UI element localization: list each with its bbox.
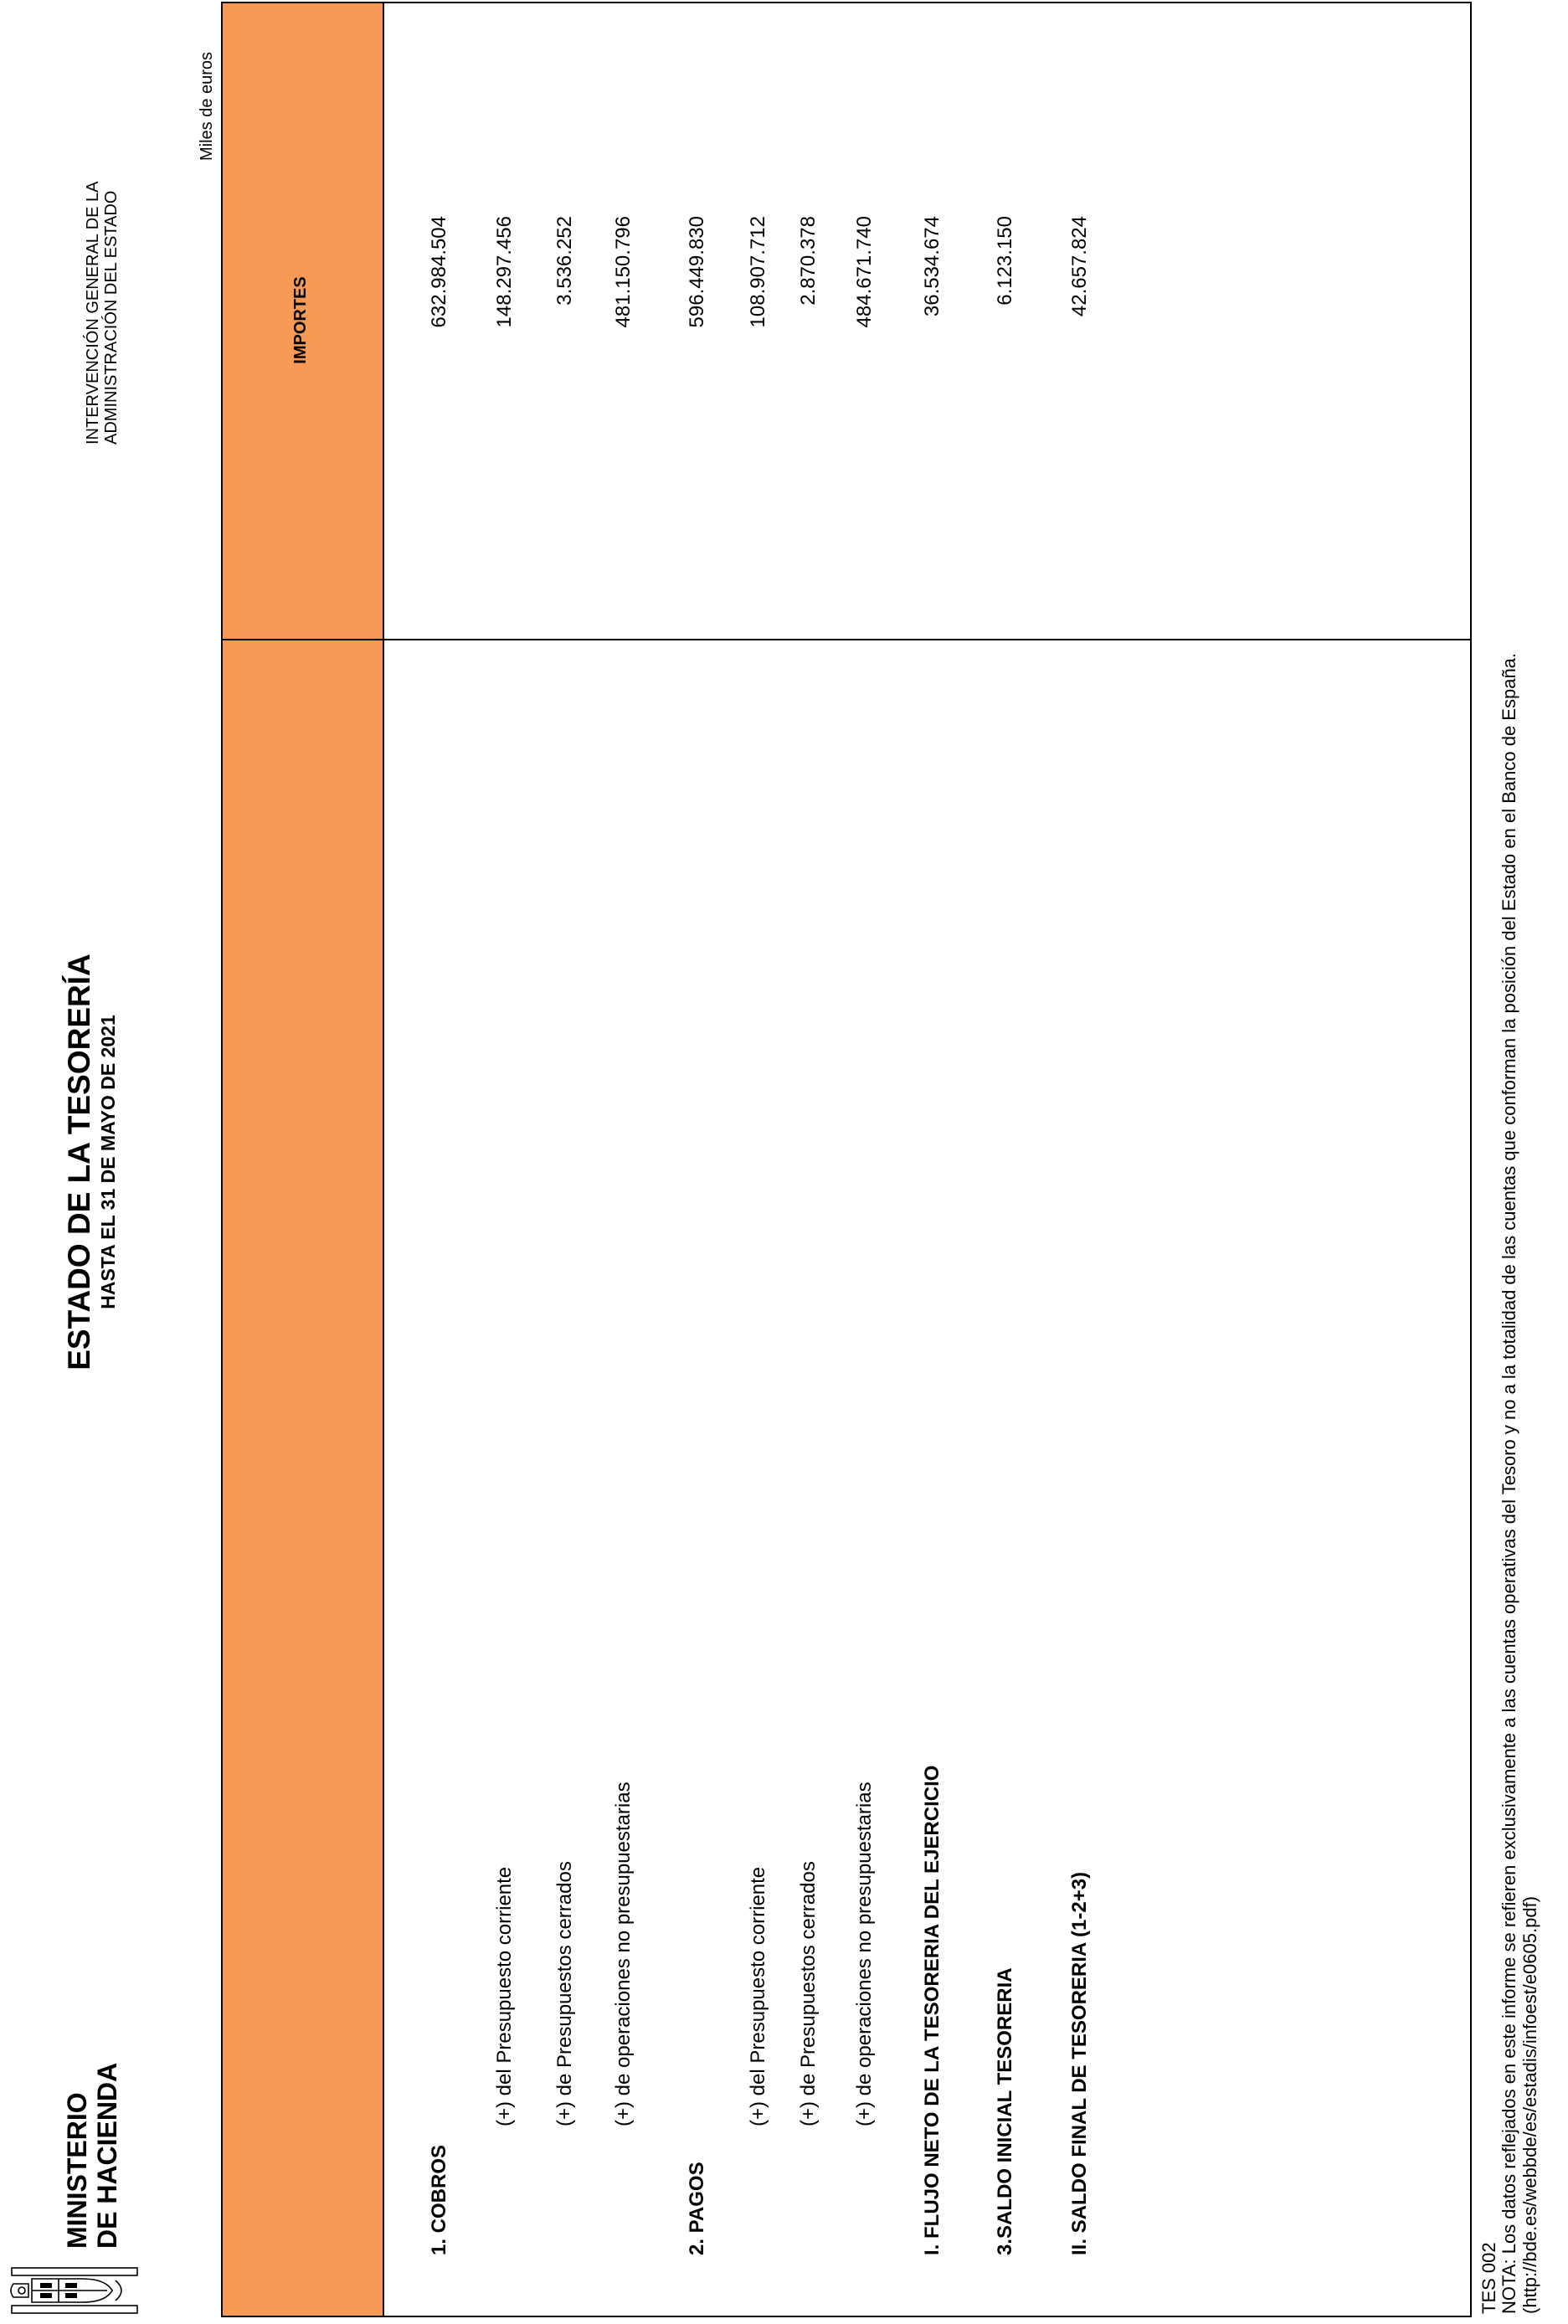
row-value-cobros-cerrados: 3.536.252 — [553, 216, 576, 306]
units-label: Miles de euros — [198, 51, 216, 161]
treasury-table — [221, 2, 1472, 2317]
row-label-saldo-inicial: 3.SALDO INICIAL TESORERIA — [994, 1967, 1016, 2255]
row-value-saldo-inicial: 6.123.150 — [994, 216, 1016, 306]
row-value-flujo-neto: 36.534.674 — [921, 216, 943, 317]
row-label-saldo-final: II. SALDO FINAL DE TESORERIA (1-2+3) — [1068, 1871, 1091, 2255]
row-value-pagos-corriente: 108.907.712 — [747, 216, 769, 328]
row-value-cobros: 632.984.504 — [428, 216, 450, 328]
header-rule — [383, 3, 384, 2316]
row-label-cobros-no-presupuestarias: (+) de operaciones no presupuestarias — [612, 1782, 635, 2126]
row-label-pagos-no-presupuestarias: (+) de operaciones no presupuestarias — [853, 1782, 876, 2126]
row-value-pagos-no-presupuestarias: 484.671.740 — [853, 216, 876, 328]
row-value-pagos: 596.449.830 — [686, 216, 708, 328]
report-title: ESTADO DE LA TESORERÍA — [62, 954, 96, 1370]
igae-label — [84, 181, 121, 445]
igae-line-1: INTERVENCIÓN GENERAL DE LA — [84, 181, 102, 445]
row-value-cobros-corriente: 148.297.456 — [493, 216, 516, 328]
report-code: TES 002 — [1478, 2242, 1499, 2314]
report-subtitle: HASTA EL 31 DE MAYO DE 2021 — [97, 1015, 119, 1309]
ministry-line-2: DE HACIENDA — [92, 2062, 122, 2249]
row-label-pagos-cerrados: (+) de Presupuestos cerrados — [797, 1861, 820, 2126]
row-label-cobros: 1. COBROS — [428, 2144, 450, 2255]
row-label-cobros-cerrados: (+) de Presupuestos cerrados — [553, 1861, 576, 2126]
column-header-importes: IMPORTES — [291, 276, 310, 364]
row-value-cobros-no-presupuestarias: 481.150.796 — [612, 216, 635, 328]
row-label-pagos: 2. PAGOS — [686, 2162, 708, 2255]
row-label-flujo-neto: I. FLUJO NETO DE LA TESORERIA DEL EJERCICIO — [921, 1765, 943, 2255]
row-value-pagos-cerrados: 2.870.378 — [797, 216, 820, 306]
column-divider — [223, 639, 1470, 640]
igae-line-2: ADMINISTRACIÓN DEL ESTADO — [102, 190, 121, 445]
row-value-saldo-final: 42.657.824 — [1068, 216, 1091, 317]
footnote: NOTA: Los datos reflejados en este informe se refieren exclusivamente a las cuentas operativas del Tesoro y no a la totalidad de las cuentas que conforman la posición del Estado en el Banco de España. — [1499, 652, 1519, 2314]
footnote-url: (http://bde.es/webbde/es/estadis/infoest/e0605.pdf) — [1519, 1896, 1540, 2314]
row-label-cobros-corriente: (+) del Presupuesto corriente — [493, 1866, 516, 2126]
ministry-line-1: MINISTERIO — [62, 2092, 92, 2249]
row-label-pagos-corriente: (+) del Presupuesto corriente — [747, 1866, 769, 2126]
